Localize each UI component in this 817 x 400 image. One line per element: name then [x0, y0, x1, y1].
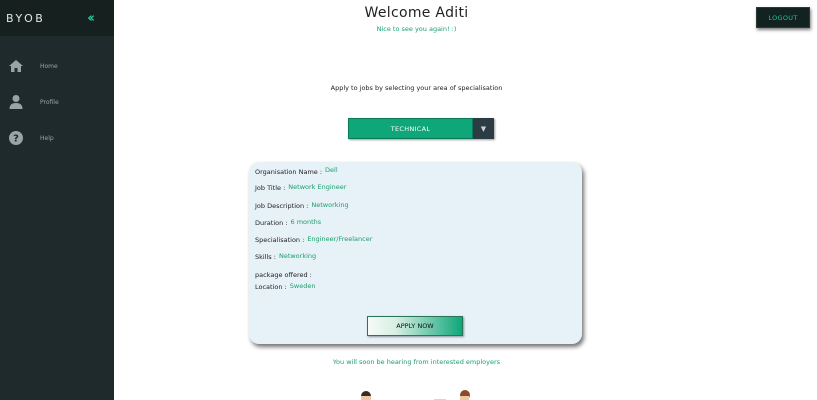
field-label: Job Description :	[255, 202, 309, 210]
field-label: Location :	[255, 283, 287, 291]
apply-now-button[interactable]: APPLY NOW	[367, 316, 463, 336]
field-value: Engineer/Freelancer	[307, 235, 373, 243]
field-label: Specialisation :	[255, 236, 305, 244]
employers-illustration	[356, 386, 476, 400]
job-field-skills	[255, 253, 316, 261]
field-value: Network Engineer	[288, 183, 347, 191]
job-field-package	[255, 271, 312, 279]
logout-button[interactable]: LOGOUT	[756, 7, 810, 28]
field-label: Skills :	[255, 253, 276, 261]
people-illustration-icon	[356, 387, 476, 400]
question-circle-icon	[8, 130, 24, 146]
job-card	[249, 162, 582, 344]
sidebar-item-home[interactable]	[0, 48, 114, 84]
field-value: Networking	[278, 252, 317, 260]
field-label: Job Title :	[255, 184, 286, 192]
field-label: Duration :	[255, 219, 288, 227]
caret-down-icon[interactable]: ▼	[473, 118, 494, 139]
job-field-description	[255, 202, 349, 210]
field-value: Sweden	[289, 282, 316, 290]
footer-note: You will soon be hearing from interested employers	[332, 358, 501, 366]
job-field-organisation	[255, 168, 338, 176]
page-title: Welcome Aditi	[364, 5, 469, 21]
instruction-text: Apply to jobs by selecting your area of specialisation	[330, 84, 503, 92]
field-value: Dell	[325, 166, 338, 174]
sidebar-item-help[interactable]	[0, 120, 114, 156]
sidebar	[0, 0, 114, 400]
field-label: package offered :	[255, 271, 312, 279]
page-title-wrap	[0, 5, 817, 21]
field-value: 6 months	[290, 218, 322, 226]
home-icon	[8, 58, 24, 74]
brand-logo: BYOB	[6, 11, 46, 25]
double-chevron-left-icon[interactable]: ‹‹	[87, 10, 92, 26]
specialisation-select-value[interactable]: TECHNICAL	[348, 118, 473, 139]
specialisation-select[interactable]	[348, 118, 494, 139]
field-value: Networking	[311, 201, 349, 209]
user-icon	[8, 94, 24, 110]
svg-text:?: ?	[13, 133, 19, 145]
sidebar-item-label: Home	[40, 62, 58, 70]
job-field-title	[255, 184, 346, 192]
sidebar-item-label: Profile	[40, 98, 59, 106]
job-field-location	[255, 283, 315, 291]
sidebar-item-label: Help	[40, 134, 54, 142]
page-subtitle: Nice to see you again! :)	[376, 25, 457, 33]
job-field-specialisation	[255, 236, 372, 244]
sidebar-nav	[0, 48, 114, 156]
field-label: Organisation Name :	[255, 168, 323, 176]
job-field-duration	[255, 219, 321, 227]
